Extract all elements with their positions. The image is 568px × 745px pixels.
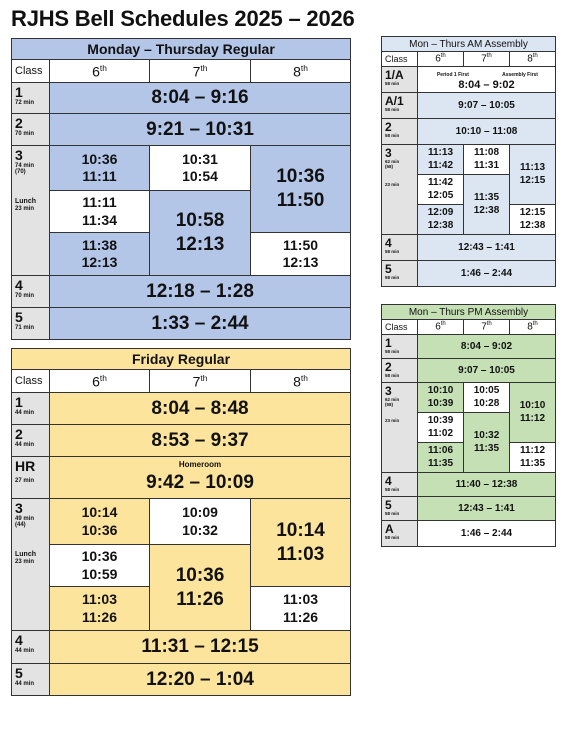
period-5-label: 5 44 min (12, 664, 50, 696)
grade-6-block-c: 11:38 12:13 (50, 233, 150, 276)
period-1-time: 8:04 – 8:48 (50, 393, 351, 425)
period-4-time: 11:31 – 12:15 (50, 631, 351, 664)
grade-7-block-a: 10:31 10:54 (150, 146, 251, 191)
grade-8-lunch: 12:15 12:38 (510, 205, 556, 235)
grade-7-block-a: 11:08 11:31 (464, 145, 510, 175)
grade-6-lunch: 11:11 11:34 (50, 191, 150, 233)
period-4-label: 4 58 min (382, 473, 418, 497)
am-assembly-table (381, 36, 556, 287)
assembly-1-label: A/1 58 min (382, 93, 418, 119)
table-header: Friday Regular (12, 349, 351, 370)
period-1a-label: 1/A 58 min (382, 67, 418, 93)
period-1-label: 1 58 min (382, 335, 418, 359)
grade-8-header: 8th (510, 320, 556, 335)
grade-7-header: 7th (150, 60, 251, 83)
grade-6-lunch: 11:42 12:05 (418, 175, 464, 205)
period-5-label: 5 58 min (382, 261, 418, 287)
class-column-header: Class (12, 370, 50, 393)
grade-8-block-a: 10:10 11:12 (510, 383, 556, 443)
grade-7-block-b: 10:32 11:35 (464, 413, 510, 473)
period-1-time: 8:04 – 9:16 (50, 83, 351, 114)
grade-6-lunch: 10:36 10:59 (50, 545, 150, 587)
grade-6-block-a: 10:14 10:36 (50, 499, 150, 545)
grade-6-lunch: 10:39 11:02 (418, 413, 464, 443)
grade-8-block-a: 11:13 12:15 (510, 145, 556, 205)
grade-6-header: 6th (50, 370, 150, 393)
mon-thu-regular-table (11, 38, 351, 340)
period-3-label: 3 49 min (44) Lunch 23 min (12, 499, 50, 631)
grade-7-header: 7th (464, 320, 510, 335)
assembly-time: 1:46 – 2:44 (418, 521, 556, 547)
period-2-label: 2 44 min (12, 425, 50, 457)
page-title: RJHS Bell Schedules 2025 – 2026 (11, 6, 355, 31)
period-4-time: 12:43 – 1:41 (418, 235, 556, 261)
grade-6-block-a: 10:10 10:39 (418, 383, 464, 413)
table-header: Mon – Thurs PM Assembly (382, 305, 556, 320)
class-column-header: Class (382, 52, 418, 67)
grade-7-header: 7th (150, 370, 251, 393)
period-1-time: 8:04 – 9:02 (418, 335, 556, 359)
class-column-header: Class (12, 60, 50, 83)
grade-8-header: 8th (510, 52, 556, 67)
period-2-label: 2 70 min (12, 114, 50, 146)
period-5-time: 12:43 – 1:41 (418, 497, 556, 521)
grade-6-block-a: 11:13 11:42 (418, 145, 464, 175)
grade-6-block-c: 12:09 12:38 (418, 205, 464, 235)
period-4-time: 11:40 – 12:38 (418, 473, 556, 497)
grade-7-block-b: 10:58 12:13 (150, 191, 251, 276)
period-4-label: 4 70 min (12, 276, 50, 308)
grade-7-block-a: 10:09 10:32 (150, 499, 251, 545)
period-1a-time: Period 1 First Assembly First 8:04 – 9:02 (418, 67, 556, 93)
period-4-label: 4 44 min (12, 631, 50, 664)
period-2-time: 9:21 – 10:31 (50, 114, 351, 146)
assembly-1-time: 9:07 – 10:05 (418, 93, 556, 119)
grade-8-block-a: 10:36 11:50 (251, 146, 351, 233)
period-1-label: 1 44 min (12, 393, 50, 425)
grade-7-header: 7th (464, 52, 510, 67)
pm-assembly-table (381, 304, 556, 547)
period-2-label: 2 58 min (382, 359, 418, 383)
homeroom-label: HR 27 min (12, 457, 50, 499)
grade-6-header: 6th (418, 320, 464, 335)
period-3-label: 3 74 min (70) Lunch 23 min (12, 146, 50, 276)
period-5-time: 1:46 – 2:44 (418, 261, 556, 287)
grade-8-header: 8th (251, 60, 351, 83)
friday-regular-table (11, 348, 351, 696)
period-5-time: 1:33 – 2:44 (50, 308, 351, 340)
period-2-label: 2 58 min (382, 119, 418, 145)
period-3-label: 3 62 min (58) 23 min (382, 383, 418, 473)
period-1-label: 1 72 min (12, 83, 50, 114)
period-5-label: 5 71 min (12, 308, 50, 340)
period-2-time: 10:10 – 11:08 (418, 119, 556, 145)
period-4-time: 12:18 – 1:28 (50, 276, 351, 308)
grade-7-block-a: 10:05 10:28 (464, 383, 510, 413)
table-header: Monday – Thursday Regular (12, 39, 351, 60)
period-5-label: 5 58 min (382, 497, 418, 521)
class-column-header: Class (382, 320, 418, 335)
grade-6-block-a: 10:36 11:11 (50, 146, 150, 191)
period-2-time: 8:53 – 9:37 (50, 425, 351, 457)
grade-7-block-b: 11:35 12:38 (464, 175, 510, 235)
homeroom-time: Homeroom 9:42 – 10:09 (50, 457, 351, 499)
grade-8-lunch: 11:03 11:26 (251, 587, 351, 631)
period-4-label: 4 58 min (382, 235, 418, 261)
grade-6-block-c: 11:03 11:26 (50, 587, 150, 631)
period-5-time: 12:20 – 1:04 (50, 664, 351, 696)
grade-8-lunch: 11:12 11:35 (510, 443, 556, 473)
grade-6-header: 6th (50, 60, 150, 83)
grade-8-block-a: 10:14 11:03 (251, 499, 351, 587)
table-header: Mon – Thurs AM Assembly (382, 37, 556, 52)
grade-6-block-c: 11:06 11:35 (418, 443, 464, 473)
period-2-time: 9:07 – 10:05 (418, 359, 556, 383)
grade-6-header: 6th (418, 52, 464, 67)
assembly-label: A 58 min (382, 521, 418, 547)
grade-8-lunch: 11:50 12:13 (251, 233, 351, 276)
grade-7-block-b: 10:36 11:26 (150, 545, 251, 631)
grade-8-header: 8th (251, 370, 351, 393)
period-3-label: 3 62 min (58) 23 min (382, 145, 418, 235)
